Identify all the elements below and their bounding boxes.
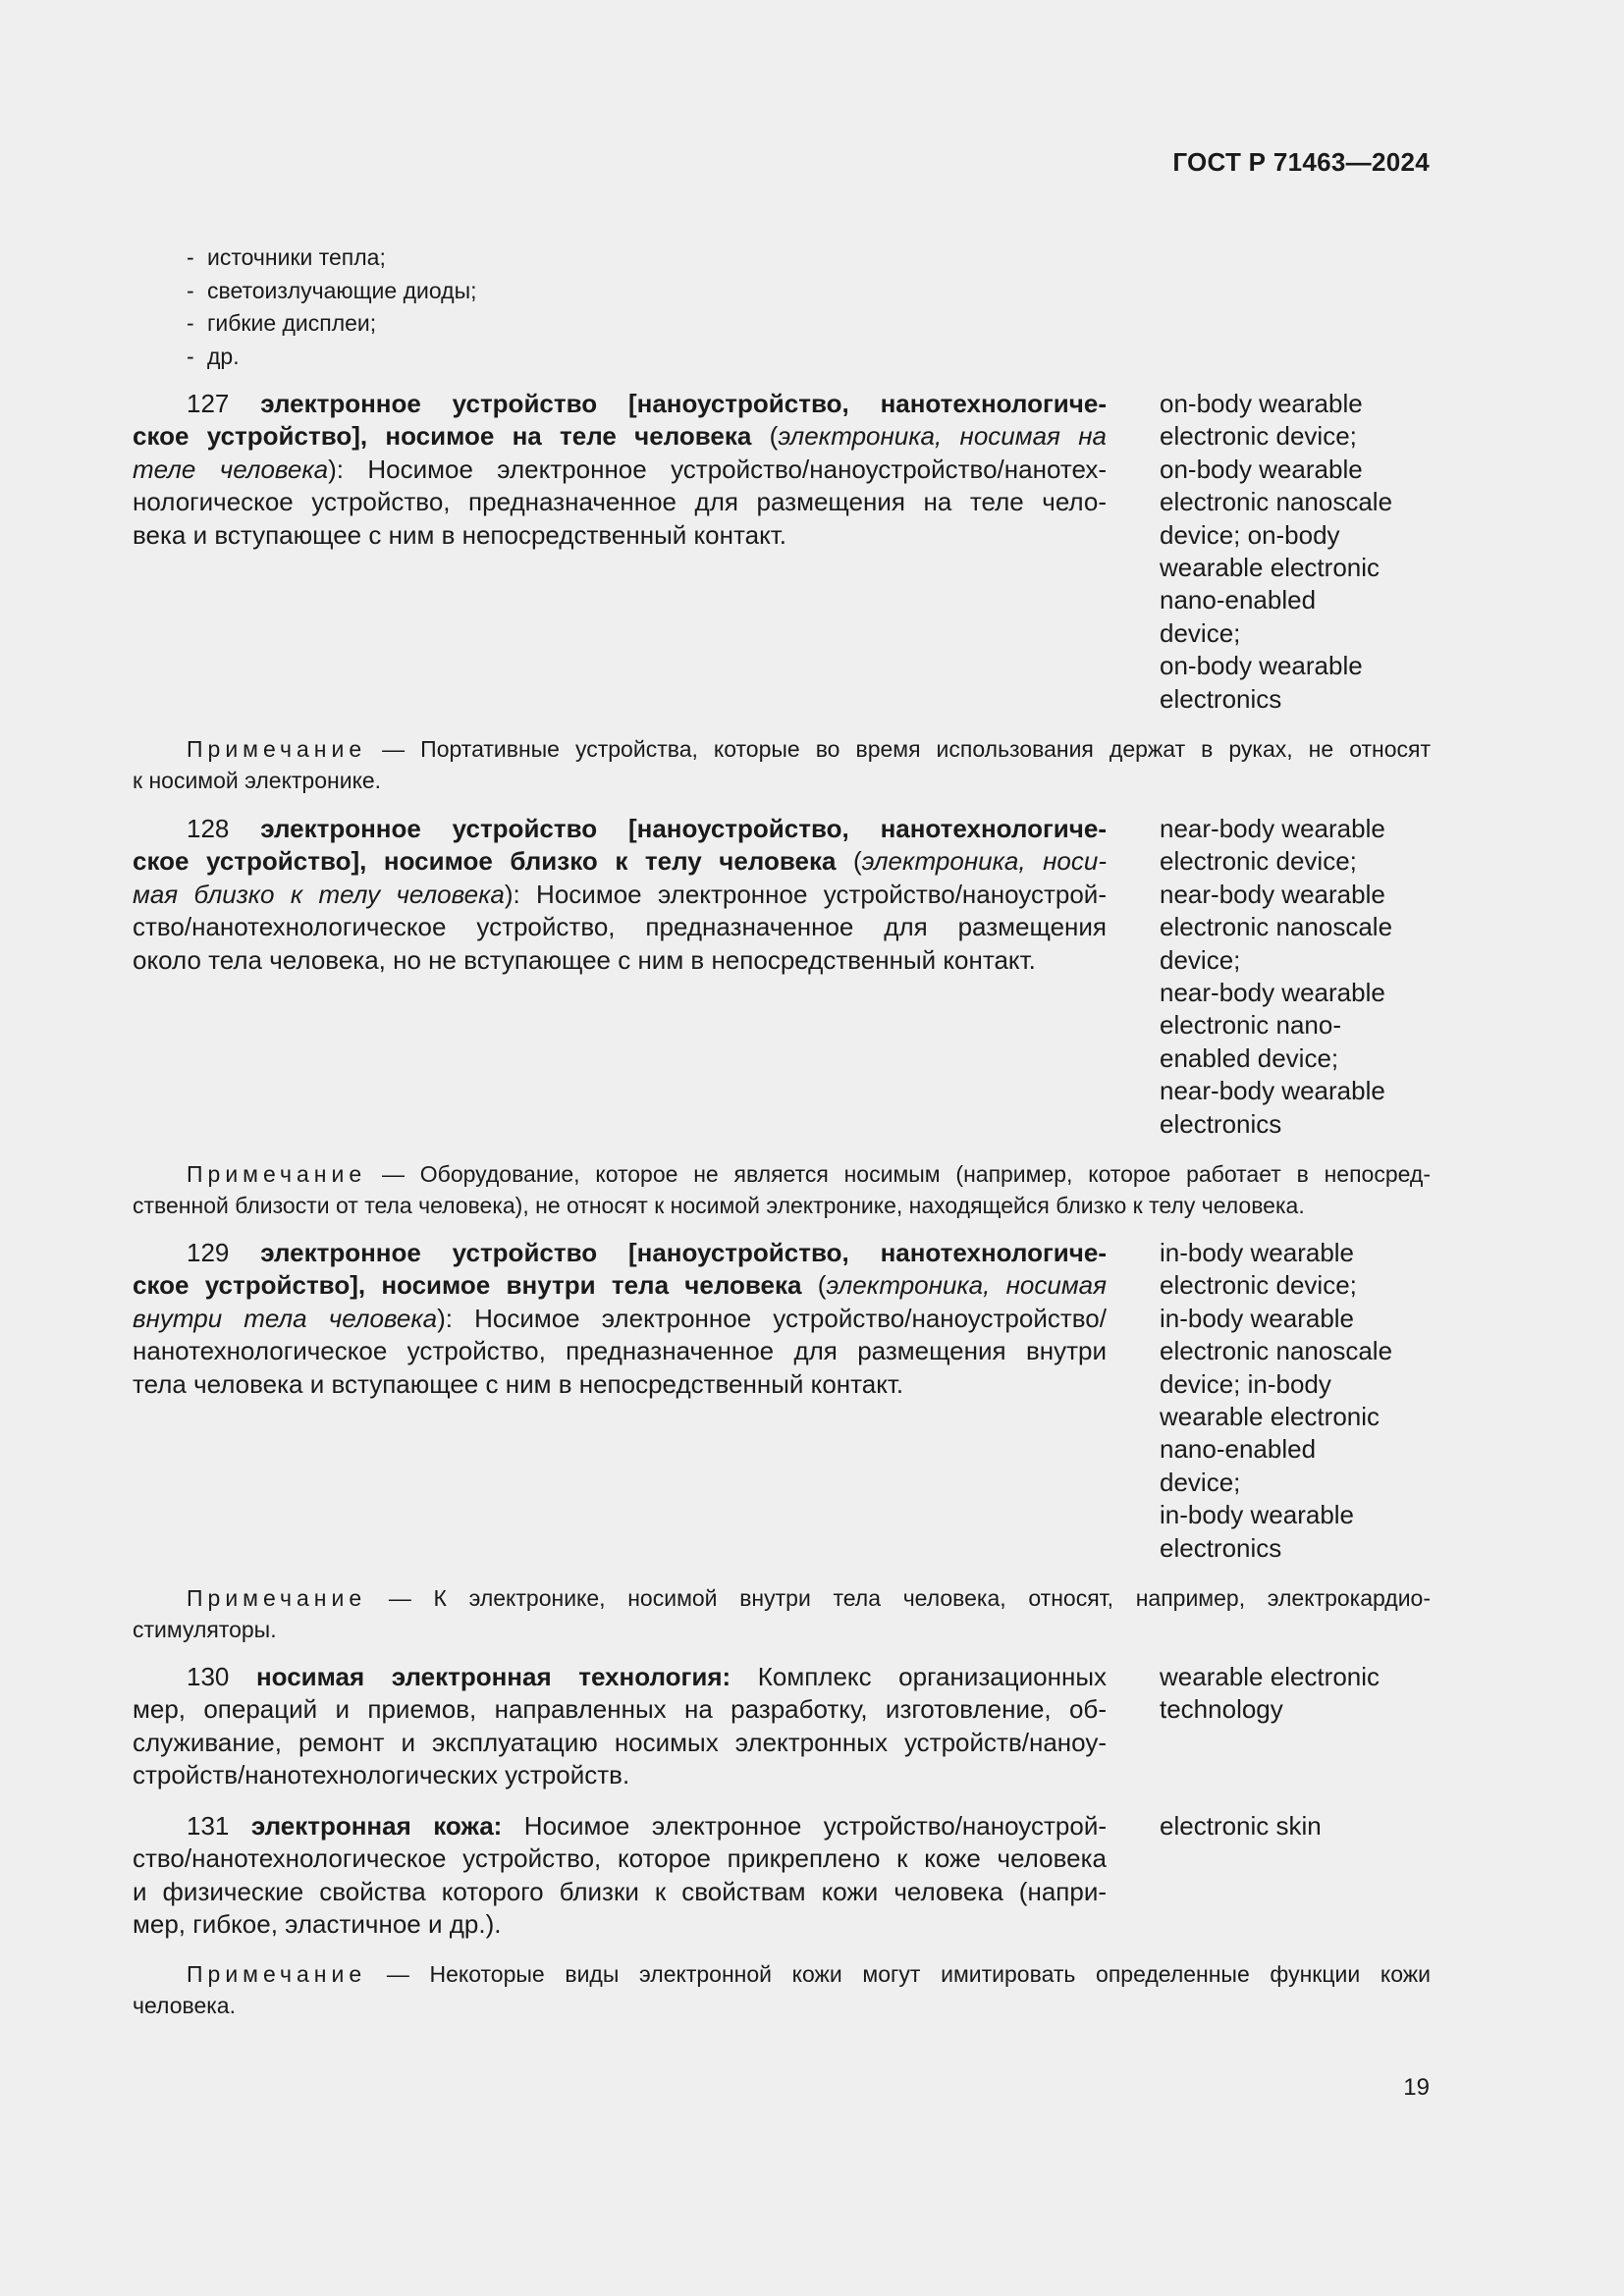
document-id-header: ГОСТ Р 71463—2024 [1172,147,1430,177]
note-127: Примечание — Портативные устройства, которые во время использования держат в руках, не относят к носимой электронике. [133,736,1431,793]
note-label: Примечание [187,1585,367,1611]
term-number: 129 [187,1238,230,1267]
list-item: - источники тепла; [187,241,476,275]
note-131: Примечание — Некоторые виды электронной кожи могут имитировать определенные функции кожи человека. [133,1961,1431,2018]
english-equivalent: in-body wearable electronic device; in-body wearable electronic nanoscale device; in-body wearable electronic nano-enabled device; in-body wearable electronics [1160,1238,1393,1563]
english-equivalent: wearable electronic technology [1160,1662,1380,1725]
list-item: - светоизлучающие диоды; [187,275,476,308]
note-label: Примечание [187,736,367,762]
english-equivalent: on-body wearable electronic device; on-body wearable electronic nanoscale device; on-body wearable electronic nano-enabled device; on-body wearable electronics [1160,389,1393,714]
term-text: 128 электронное устройство [наноустройство, нанотехнологиче- ское устройство], носимое близко к телу человека (электроника, носи- мая близко к телу человека): Носимое электронное устройство/наноустрой- ство/нанотехнологическое устройство, предназначенное для размещения около тела человека, но не вступающее с ним в непосредственный контакт. [133,814,1108,975]
note-label: Примечание [187,1161,367,1187]
term-number: 131 [187,1811,230,1841]
term-title: электронное устройство [наноустройство, нанотехнологиче- [260,814,1107,843]
term-text: 131 электронная кожа: Носимое электронное устройство/наноустрой- ство/нанотехнологическое устройство, которое прикреплено к коже человека и физические свойства которого близки к свойствам кожи человека (напри- мер, гибкое, эластичное и др.). [133,1811,1107,1940]
note-128: Примечание — Оборудование, которое не является носимым (например, которое работает в непосред- ственной близости от тела человека), не относят к носимой электронике, находящейся близко к телу человека. [133,1161,1431,1218]
term-synonym: электроника, носимая [826,1270,1108,1301]
list-item: - др. [187,341,476,374]
term-number: 128 [187,814,230,843]
term-number: 130 [187,1662,230,1691]
term-title: электронное устройство [наноустройство, нанотехнологиче- [260,389,1107,418]
term-synonym: электроника, носи- [861,846,1108,877]
term-title: электронное устройство [наноустройство, нанотехнологиче- [260,1238,1107,1267]
term-title: электронная кожа: [250,1811,503,1841]
page-number: 19 [1403,2074,1430,2101]
english-equivalent: electronic skin [1160,1811,1322,1841]
term-text: 130 носимая электронная технология: Комплекс организационных мер, операций и приемов, направленных на разработку, изготовление, об- служивание, ремонт и эксплуатацию носимых электронных устройств/наноу- стройств/нанотехнологических устройств. [133,1662,1108,1790]
term-text: 127 электронное устройство [наноустройство, нанотехнологиче- ское устройство], носимое на теле человека (электроника, носимая на теле человека): Носимое электронное устройство/наноустройство/нанотех- нологическое устройство, предназначенное для размещения на теле чело- века и вступающее с ним в непосредственный контакт. [133,389,1107,550]
term-number: 127 [187,389,230,418]
note-label: Примечание [187,1961,367,1987]
term-synonym: электроника, носимая на [778,421,1107,452]
bullet-list [187,241,476,373]
term-text: 129 электронное устройство [наноустройство, нанотехнологиче- ское устройство], носимое внутри тела человека (электроника, носимая внутри тела человека): Носимое электронное устройство/наноустройство/ нанотехнологическое устройство, предназначенное для размещения внутри тела человека и вступающее с ним в непосредственный контакт. [133,1238,1108,1399]
list-item: - гибкие дисплеи; [187,307,476,341]
term-title: носимая электронная технология: [255,1662,731,1691]
english-equivalent: near-body wearable electronic device; near-body wearable electronic nanoscale device; near-body wearable electronic nano- enabled device; near-body wearable electronics [1160,814,1393,1139]
note-129: Примечание — К электронике, носимой внутри тела человека, относят, например, электрокардио- стимуляторы. [133,1585,1431,1642]
